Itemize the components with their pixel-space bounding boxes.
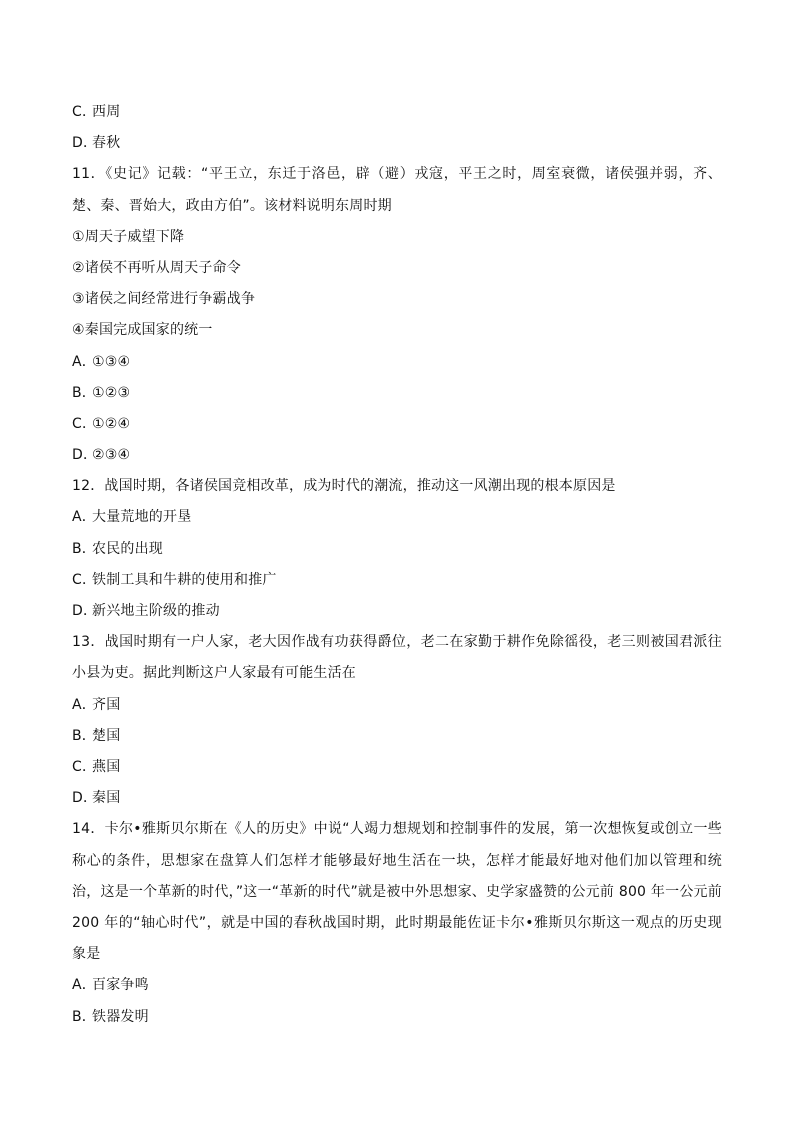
question-11-stem: 11．《史记》记载：“平王立，东迁于洛邑，辟（避）戎寇，平王之时，周室衰微，诸侯强并弱，齐、楚、秦、晋始大，政由方伯”。该材料说明东周时期 — [72, 166, 722, 214]
option-letter: C． — [72, 759, 97, 775]
option-text: 百家争鸣 — [92, 977, 149, 994]
option-text: ①③④ — [92, 353, 131, 370]
option-letter: D． — [72, 447, 98, 464]
q11-option-b — [72, 378, 722, 409]
q12-option-b — [72, 534, 722, 565]
option-letter: A． — [72, 353, 96, 370]
option-text: 铁制工具和牛耕的使用和推广 — [92, 571, 277, 588]
q11-option-d — [72, 440, 722, 471]
question-13-stem: 13．战国时期有一户人家，老大因作战有功获得爵位，老二在家勤于耕作免除徭役，老三则被国君派往小县为吏。据此判断这户人家最有可能生活在 — [72, 634, 722, 682]
option-text: 春秋 — [92, 135, 121, 152]
option-text: ①②④ — [92, 415, 131, 432]
question-content — [72, 97, 722, 1033]
q11-option-a — [72, 347, 722, 378]
q12-option-d — [72, 596, 722, 627]
q12-option-a — [72, 502, 722, 533]
q11-statement-3: ③诸侯之间经常进行争霸战争 — [72, 291, 256, 308]
q14-option-a — [72, 970, 722, 1001]
option-letter: C． — [72, 571, 97, 588]
option-letter: D． — [72, 603, 98, 620]
q13-option-a — [72, 690, 722, 721]
option-text: 燕国 — [92, 759, 121, 775]
option-text: 齐国 — [92, 696, 121, 713]
option-c-prev — [72, 97, 722, 128]
q14-option-b — [72, 1002, 722, 1033]
q13-option-b — [72, 721, 722, 752]
option-letter: A． — [72, 509, 96, 526]
option-text: 铁器发明 — [92, 1008, 149, 1025]
option-letter: A． — [72, 696, 96, 713]
option-letter: B． — [72, 384, 97, 401]
option-letter: D． — [72, 790, 98, 807]
option-text: 大量荒地的开垦 — [92, 509, 192, 526]
option-letter: B． — [72, 540, 97, 557]
option-letter: C． — [72, 104, 97, 120]
q11-statement-1: ①周天子威望下降 — [72, 228, 185, 245]
option-text: 新兴地主阶级的推动 — [92, 603, 220, 620]
option-text: 农民的出现 — [92, 540, 163, 557]
option-text: ①②③ — [92, 384, 131, 401]
option-letter: D． — [72, 135, 98, 152]
question-12-stem: 12．战国时期，各诸侯国竞相改革，成为时代的潮流，推动这一风潮出现的根本原因是 — [72, 478, 616, 495]
q13-option-d — [72, 783, 722, 814]
option-d-prev — [72, 128, 722, 159]
q12-option-c — [72, 565, 722, 596]
option-letter: C． — [72, 415, 97, 432]
option-text: 楚国 — [92, 727, 121, 744]
q11-statement-4: ④秦国完成国家的统一 — [72, 322, 213, 339]
q11-statement-2: ②诸侯不再听从周天子命令 — [72, 259, 241, 276]
option-text: 秦国 — [92, 790, 121, 807]
option-letter: A． — [72, 977, 96, 994]
q11-option-c — [72, 409, 722, 440]
q13-option-c — [72, 752, 722, 783]
option-text: 西周 — [92, 104, 121, 120]
option-text: ②③④ — [92, 447, 131, 464]
option-letter: B． — [72, 1008, 97, 1025]
option-letter: B． — [72, 727, 97, 744]
question-14-stem: 14．卡尔•雅斯贝尔斯在《人的历史》中说“人竭力想规划和控制事件的发展，第一次想恢复或创立一些称心的条件，思想家在盘算人们怎样才能够最好地生活在一块，怎样才能最好地对他们加以管理和统治，这是一个革新的时代，”这一“革新的时代”就是被中外思想家、史学家盛赞的公元前 800 年一公元前 200 年的“轴心时代”，就是中国的春秋战国时期，此时期最能佐证卡尔•雅斯贝尔斯这一观点的历史现象是 — [72, 821, 722, 963]
